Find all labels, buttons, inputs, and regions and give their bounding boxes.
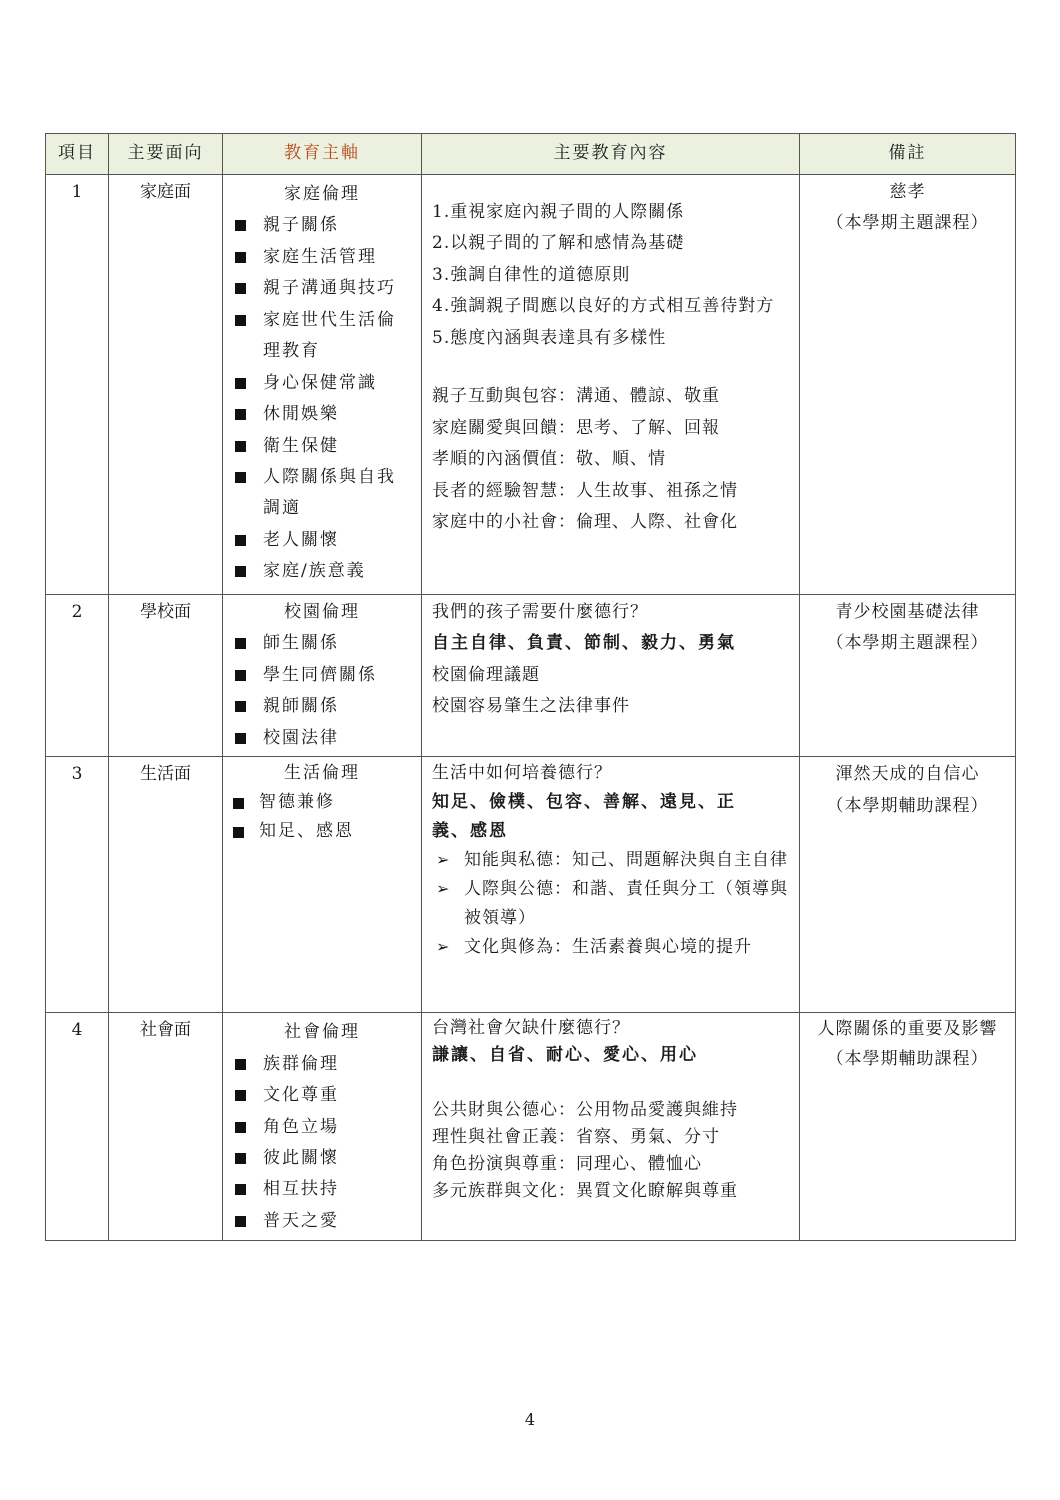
content-line: 親子互動與包容：溝通、體諒、敬重 [432, 386, 720, 407]
remark-cell [800, 1013, 1016, 1241]
axis-title: 生活倫理 [284, 763, 360, 784]
remark-sub: （本學期主題課程） [826, 633, 989, 654]
axis-item: 身心保健常識 [233, 368, 411, 399]
content-line: 校園容易肇生之法律事件 [432, 696, 630, 717]
content-cell [422, 1013, 800, 1241]
content-cell [422, 175, 800, 595]
remark-cell [800, 757, 1016, 1013]
remark-sub: （本學期輔助課程） [826, 1048, 989, 1069]
axis-cell [223, 175, 422, 595]
content-virtues: 謙讓、自省、耐心、愛心、用心 [432, 1045, 698, 1066]
axis-title: 校園倫理 [284, 602, 360, 622]
header-row [46, 134, 1016, 175]
remark-main: 青少校園基礎法律 [835, 602, 980, 622]
axis-item: 學生同儕關係 [233, 660, 411, 691]
axis-item: 衛生保健 [233, 431, 411, 462]
header-item: 項目 [46, 134, 109, 175]
axis-item: 相互扶持 [233, 1174, 411, 1205]
remark-main: 人際關係的重要及影響 [817, 1019, 998, 1040]
axis-item: 文化尊重 [233, 1080, 411, 1111]
table-row [46, 595, 1016, 757]
axis-item: 人際關係與自我調適 [233, 462, 411, 525]
content-line: 家庭中的小社會：倫理、人際、社會化 [432, 511, 738, 532]
content-question: 生活中如何培養德行？ [432, 763, 612, 784]
header-content: 主要教育內容 [422, 134, 800, 175]
axis-item: 老人關懷 [233, 525, 411, 556]
content-line: 角色扮演與尊重：同理心、體恤心 [432, 1153, 702, 1174]
remark-main: 渾然天成的自信心 [835, 764, 980, 785]
content-line: 家庭關愛與回饋：思考、了解、回報 [432, 417, 720, 438]
aspect-cell: 社會面 [109, 1013, 223, 1241]
content-line: 長者的經驗智慧：人生故事、祖孫之情 [432, 480, 738, 501]
axis-item: 普天之愛 [233, 1206, 411, 1237]
axis-item: 家庭/族意義 [233, 556, 411, 587]
content-numbered-item: 2.以親子間的了解和感情為基礎 [432, 233, 685, 254]
content-numbered-item: 4.強調親子間應以良好的方式相互善待對方 [432, 296, 775, 317]
header-remark: 備註 [800, 134, 1016, 175]
remark-sub: （本學期主題課程） [826, 213, 989, 234]
axis-item: 親子溝通與技巧 [233, 273, 411, 304]
axis-item: 休閒娛樂 [233, 399, 411, 430]
axis-item: 彼此關懷 [233, 1143, 411, 1174]
content-line: 多元族群與文化：異質文化瞭解與尊重 [432, 1181, 738, 1202]
table-row [46, 1013, 1016, 1241]
content-line: 理性與社會正義：省察、勇氣、分寸 [432, 1126, 720, 1147]
axis-item: 角色立場 [233, 1112, 411, 1143]
content-virtues: 自主自律、負責、節制、毅力、勇氣 [432, 633, 736, 654]
axis-item: 知足、感恩 [233, 817, 411, 846]
header-axis: 教育主軸 [223, 134, 422, 175]
remark-main: 慈孝 [889, 182, 926, 202]
axis-title: 社會倫理 [284, 1022, 360, 1043]
axis-item: 智德兼修 [233, 788, 411, 817]
aspect-cell: 學校面 [109, 595, 223, 757]
axis-cell [223, 1013, 422, 1241]
content-question: 我們的孩子需要什麼德行？ [432, 602, 648, 622]
axis-cell [223, 595, 422, 757]
axis-item: 親師關係 [233, 691, 411, 722]
content-question: 台灣社會欠缺什麼德行？ [432, 1018, 630, 1039]
content-virtues: 知足、儉樸、包容、善解、遠見、正義、感恩 [432, 792, 736, 841]
axis-item: 家庭世代生活倫理教育 [233, 305, 411, 368]
content-arrow-item: ➢ 知能與私德：知己、問題解決與自主自律 [432, 846, 789, 875]
axis-item: 師生關係 [233, 628, 411, 659]
table-row [46, 175, 1016, 595]
content-arrow-item: ➢ 文化與修為：生活素養與心境的提升 [432, 933, 789, 962]
content-arrow-item: ➢ 人際與公德：和諧、責任與分工（領導與被領導） [432, 875, 789, 933]
item-number: 2 [46, 595, 109, 757]
item-number: 3 [46, 757, 109, 1013]
axis-item: 族群倫理 [233, 1049, 411, 1080]
content-cell [422, 595, 800, 757]
axis-title: 家庭倫理 [284, 184, 360, 204]
table-row [46, 757, 1016, 1013]
remark-cell [800, 175, 1016, 595]
content-numbered-item: 3.強調自律性的道德原則 [432, 264, 631, 285]
item-number: 4 [46, 1013, 109, 1241]
axis-item: 家庭生活管理 [233, 242, 411, 273]
education-table [45, 133, 1016, 1241]
aspect-cell: 生活面 [109, 757, 223, 1013]
axis-item: 親子關係 [233, 210, 411, 241]
content-line: 公共財與公德心：公用物品愛護與維持 [432, 1099, 738, 1120]
page-number: 4 [524, 1410, 536, 1429]
content-cell [422, 757, 800, 1013]
header-aspect: 主要面向 [109, 134, 223, 175]
axis-item: 校園法律 [233, 723, 411, 754]
content-numbered-item: 5.態度內涵與表達具有多樣性 [432, 327, 667, 348]
content-line: 孝順的內涵價值：敬、順、情 [432, 449, 666, 470]
remark-cell [800, 595, 1016, 757]
aspect-cell: 家庭面 [109, 175, 223, 595]
remark-sub: （本學期輔助課程） [826, 795, 989, 816]
content-numbered-item: 1.重視家庭內親子間的人際關係 [432, 202, 685, 222]
item-number: 1 [46, 175, 109, 595]
axis-cell [223, 757, 422, 1013]
content-line: 校園倫理議題 [432, 664, 540, 685]
